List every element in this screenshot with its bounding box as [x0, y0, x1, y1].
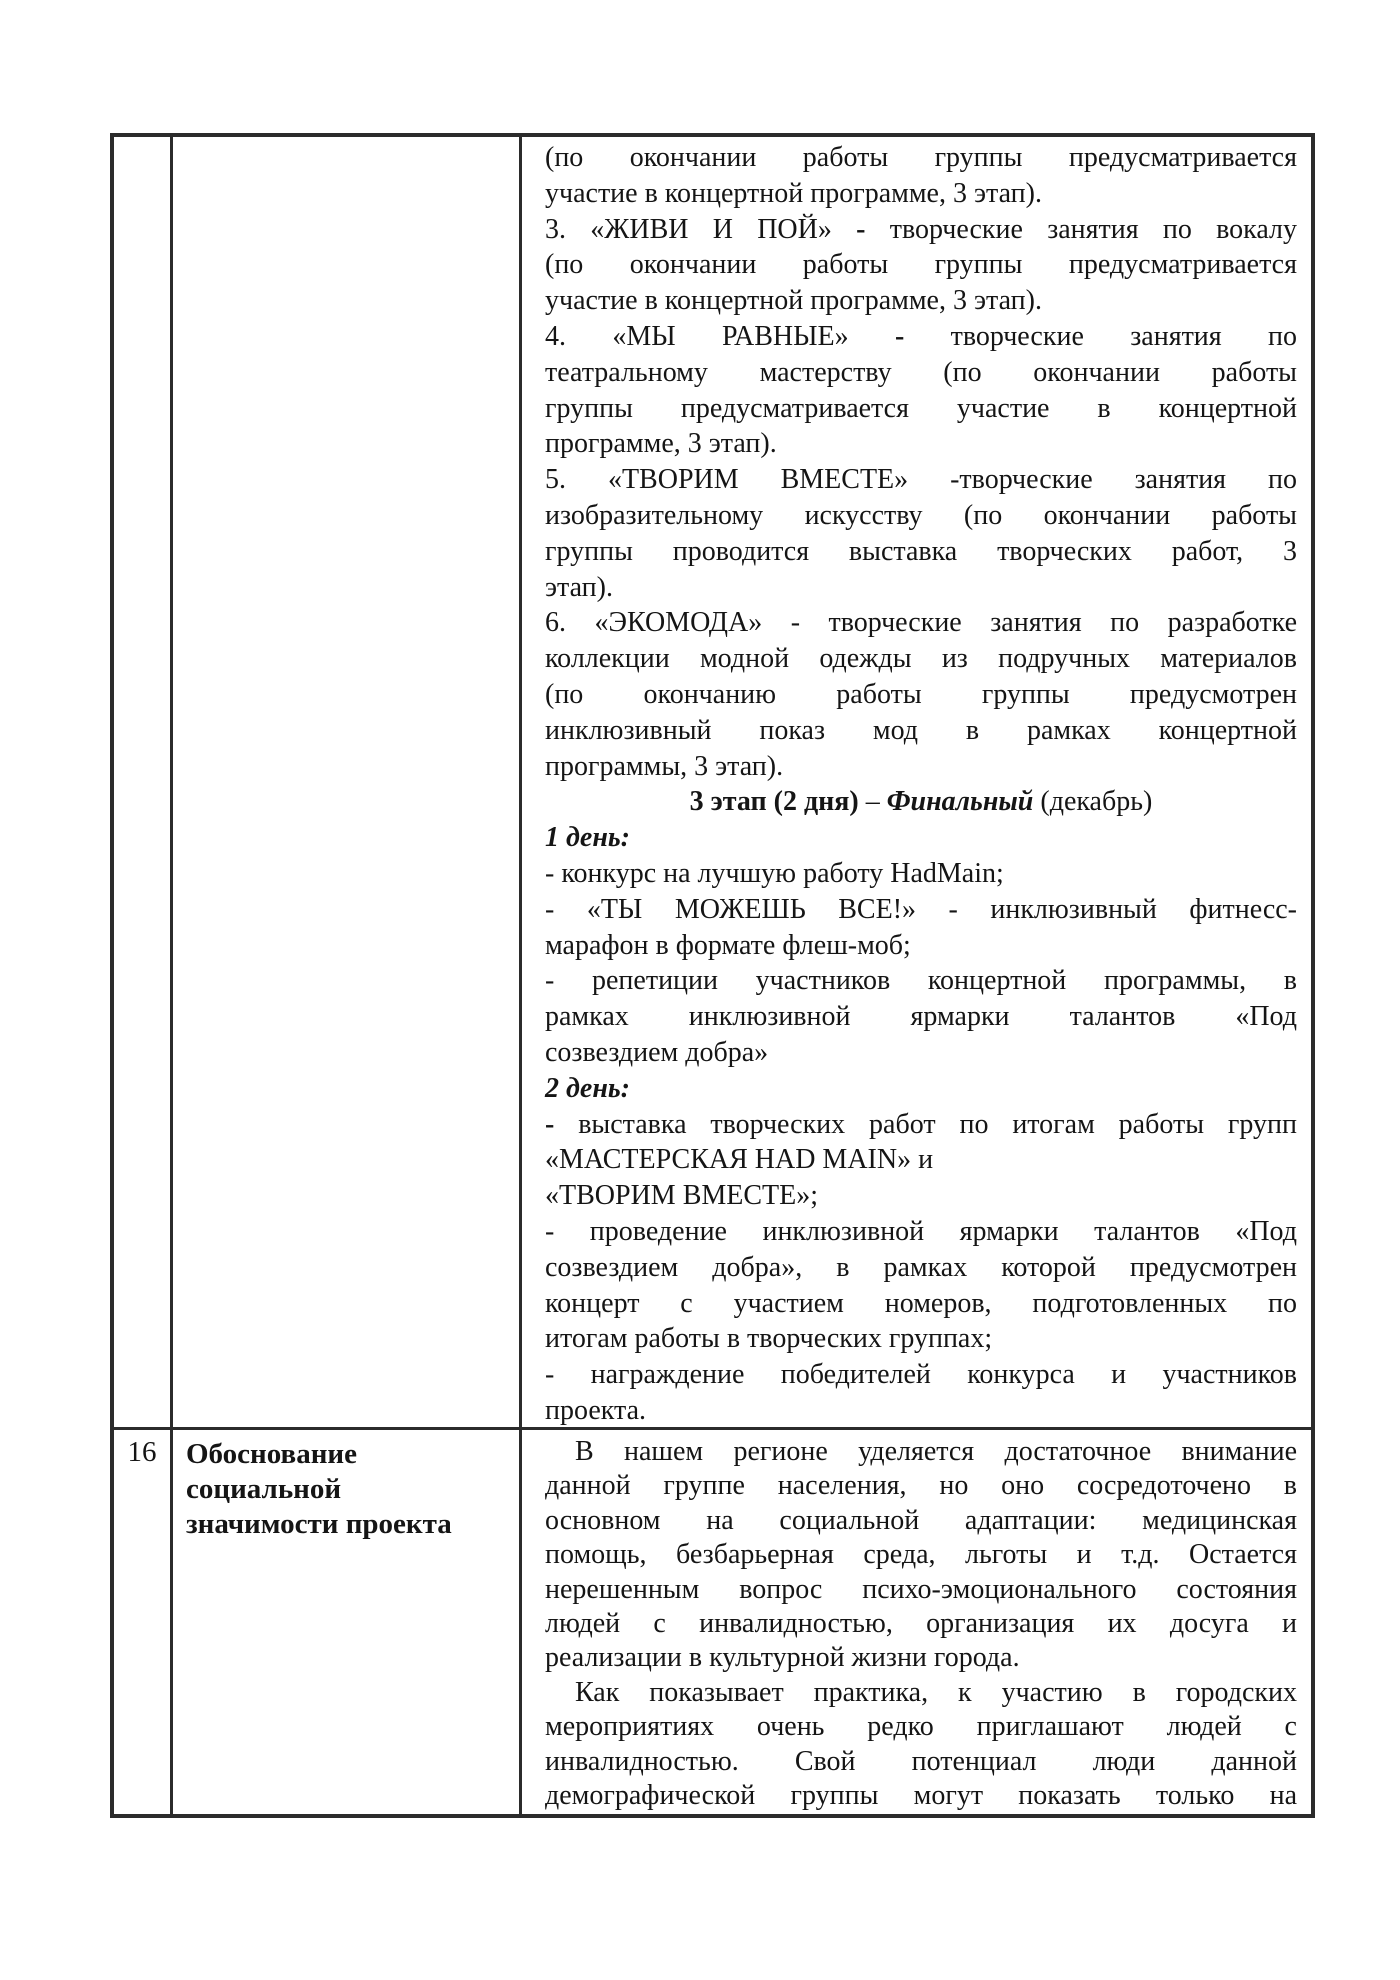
text-line: «МАСТЕРСКАЯ HAD MAIN» и	[545, 1144, 934, 1176]
text-line: программе, 3 этап).	[545, 428, 777, 460]
row1-content-cell	[522, 137, 1311, 1430]
text-line: - награждение победителей конкурса и участников	[545, 1359, 1297, 1391]
text-line: - репетиции участников концертной программы, в	[545, 965, 1297, 997]
text-line: Обоснование	[186, 1438, 357, 1470]
text-line: рамках инклюзивной ярмарки талантов «Под	[545, 1001, 1297, 1033]
text-line: В нашем регионе уделяется достаточное внимание	[575, 1436, 1297, 1467]
text-line: мероприятиях очень редко приглашают людей с	[545, 1711, 1297, 1743]
text-line: программы, 3 этап).	[545, 750, 784, 782]
text-line: 5. «ТВОРИМ ВМЕСТЕ» -творческие занятия по	[545, 464, 1297, 496]
text-line: социальной	[186, 1473, 342, 1505]
text-line: коллекции модной одежды из подручных материалов	[545, 643, 1297, 675]
text-line: театральному мастерству (по окончании работы	[545, 356, 1297, 388]
text-line: - конкурс на лучшую работу HadMain;	[545, 857, 1004, 889]
text-line: группы предусматривается участие в концертной	[545, 392, 1297, 424]
text-line: данной группе населения, но оно сосредоточено в	[545, 1470, 1297, 1502]
text-line: проекта.	[545, 1394, 646, 1426]
text-line: 6. «ЭКОМОДА» - творческие занятия по разработке	[545, 607, 1297, 639]
text-line: итогам работы в творческих группах;	[545, 1323, 993, 1355]
text-line: - «ТЫ МОЖЕШЬ ВСЕ!» - инклюзивный фитнесс-	[545, 893, 1297, 925]
row1-label-cell	[173, 137, 522, 1430]
text-line: людей с инвалидностью, организация их досуга и	[545, 1608, 1297, 1640]
text-line: изобразительному искусству (по окончании работы	[545, 499, 1297, 531]
text-line: 4. «МЫ РАВНЫЕ» - творческие занятия по	[545, 320, 1297, 352]
text-line: значимости проекта	[186, 1508, 452, 1540]
text-line: 3. «ЖИВИ И ПОЙ» - творческие занятия по вокалу	[545, 213, 1297, 245]
text-line: - проведение инклюзивной ярмарки талантов «Под	[545, 1215, 1297, 1247]
text-line: (по окончании работы группы предусматривается	[545, 249, 1297, 281]
row2-number-cell: 16	[114, 1430, 173, 1814]
text-line: концерт с участием номеров, подготовленных по	[545, 1287, 1297, 1319]
text-line: марафон в формате флеш-моб;	[545, 929, 911, 961]
row1-number-cell	[114, 137, 173, 1430]
text-line: инклюзивный показ мод в рамках концертной	[545, 714, 1297, 746]
text-line: помощь, безбарьерная среда, льготы и т.д. Остается	[545, 1539, 1297, 1571]
text-line: основном на социальной адаптации: медицинская	[545, 1504, 1297, 1536]
row2-content-cell	[522, 1430, 1311, 1814]
text-line: участие в концертной программе, 3 этап).	[545, 285, 1042, 317]
text-line: (по окончанию работы группы предусмотрен	[545, 678, 1297, 710]
text-line: созвездием добра»	[545, 1036, 769, 1068]
text-line: «ТВОРИМ ВМЕСТЕ»;	[545, 1180, 819, 1212]
text-line: инвалидностью. Свой потенциал люди данной	[545, 1745, 1297, 1777]
text-line: нерешенным вопрос психо-эмоционального состояния	[545, 1573, 1297, 1605]
text-line: этап).	[545, 571, 613, 603]
text-line: - выставка творческих работ по итогам работы групп	[545, 1108, 1297, 1140]
text-line: демографической группы могут показать только на	[545, 1780, 1297, 1812]
text-line: 1 день:	[545, 822, 630, 854]
text-line: (по окончании работы группы предусматривается	[545, 142, 1297, 173]
text-line: 2 день:	[545, 1072, 630, 1104]
table	[110, 133, 1315, 1818]
text-line: участие в концертной программе, 3 этап).	[545, 177, 1042, 209]
text-line: созвездием добра», в рамках которой предусмотрен	[545, 1251, 1297, 1283]
row2-label-cell	[173, 1430, 522, 1814]
text-line: группы проводится выставка творческих работ, 3	[545, 535, 1297, 567]
text-line: 3 этап (2 дня) – Финальный (декабрь)	[689, 786, 1153, 818]
text-line: Как показывает практика, к участию в городских	[575, 1676, 1297, 1708]
text-line: реализации в культурной жизни города.	[545, 1642, 1020, 1674]
